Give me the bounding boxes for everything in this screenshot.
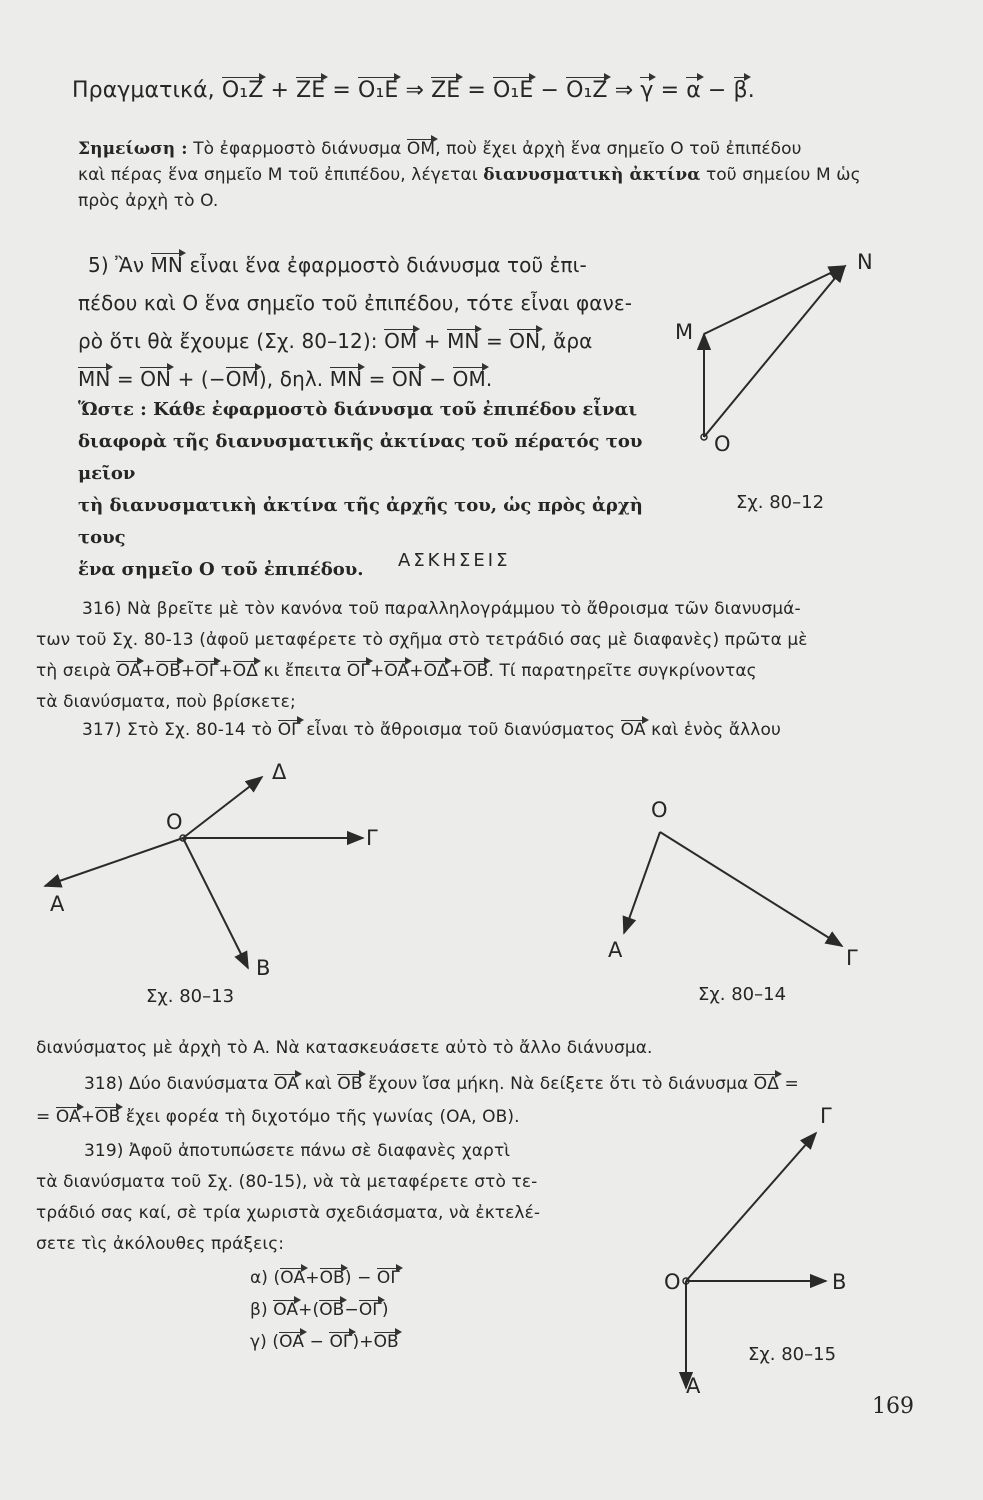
page-number: 169: [872, 1394, 914, 1419]
fig13-label-d: Δ: [272, 760, 287, 784]
fig12-vector-on: [704, 266, 845, 437]
exercise-319-items: α) (OA+OB) − OΓ β) OA+(OB−OΓ) γ) (OA − OΓ)+OB: [250, 1268, 400, 1352]
fig13-label-a: A: [50, 892, 65, 916]
fig14-vector-og: [660, 832, 842, 946]
fig15-label-g: Γ: [820, 1104, 832, 1128]
note-paragraph: Σημείωση : Τὸ ἐφαρμοστὸ διάνυσμα OM, ποὺ ἔχει ἀρχὴ ἕνα σημεῖο O τοῦ ἐπιπέδου καὶ πέρας ἕνα σημεῖο M τοῦ ἐπιπέδου, λέγεται διανυσματικὴ ἀκτίνα τοῦ σημείου M ὡς πρὸς ἀρχὴ τὸ O.: [78, 139, 861, 211]
fig13-vector-oa: [45, 838, 183, 886]
fig13-caption: Σχ. 80–13: [146, 986, 235, 1007]
fig15-caption: Σχ. 80–15: [748, 1344, 837, 1365]
fig14-label-g: Γ: [846, 946, 858, 970]
fig14-label-a: A: [608, 938, 623, 962]
fig13-vector-od: [183, 777, 262, 838]
fig12-vector-mn: [704, 266, 845, 334]
fig15-vector-og: [686, 1133, 816, 1281]
fig12-label-n: N: [857, 250, 873, 274]
fig12-caption: Σχ. 80–12: [736, 492, 825, 513]
item5-paragraph: 5) Ἂν MN εἶναι ἕνα ἐφαρμοστὸ διάνυσμα τοῦ ἐπι- πέδου καὶ O ἕνα σημεῖο τοῦ ἐπιπέδου, τότε εἶναι φανε- ρὸ ὅτι θὰ ἔχουμε (Σχ. 80–12): OM + MN = ON, ἄρα MN = ON + (−OM), δηλ. MN = ON − OM.: [78, 253, 633, 391]
exercise-317: 317) Στὸ Σχ. 80-14 τὸ OΓ εἶναι τὸ ἄθροισμα τοῦ διανύσματος OA καὶ ἑνὸς ἄλλου: [82, 720, 781, 740]
exercise-318: 318) Δύο διανύσματα OA καὶ OB ἔχουν ἴσα μήκη. Νὰ δείξετε ὅτι τὸ διάνυσμα OΔ = = OA+OB ἔχει φορέα τὴ διχοτόμο τῆς γωνίας (OA, OB).: [36, 1074, 799, 1127]
fig13-label-o: O: [166, 810, 183, 834]
fig12-label-m: M: [675, 320, 694, 344]
fig15-label-b: B: [832, 1270, 847, 1294]
exercise-319: 319) Ἀφοῦ ἀποτυπώσετε πάνω σὲ διαφανὲς χαρτὶ τὰ διανύσματα τοῦ Σχ. (80-15), νὰ τὰ μεταφέρετε στὸ τε- τράδιό σας καί, σὲ τρία χωριστὰ σχεδιάσματα, νὰ ἐκτελέ- σετε τὶς ἀκόλουθες πράξεις:: [36, 1141, 541, 1254]
fig15-label-o: O: [664, 1270, 681, 1294]
vector-o1z: O₁Z: [221, 78, 264, 103]
fig13-vector-ob: [183, 838, 248, 968]
conclusion-paragraph: Ὥστε : Κάθε ἐφαρμοστὸ διάνυσμα τοῦ ἐπιπέδου εἶναι διαφορὰ τῆς διανυσματικῆς ἀκτίνας τοῦ πέρατός του μεῖον τὴ διανυσματικὴ ἀκτίνα τῆς ἀρχῆς του, ὡς πρὸς ἀρχὴ τους ἕνα σημεῖο O τοῦ ἐπιπέδου.: [78, 399, 643, 580]
fig14-label-o: O: [651, 798, 668, 822]
exercise-317-continuation: διανύσματος μὲ ἀρχὴ τὸ A. Νὰ κατασκευάσετε αὐτὸ τὸ ἄλλο διάνυσμα.: [36, 1038, 653, 1058]
exercises-heading: ΑΣΚΗΣΕΙΣ: [398, 550, 511, 571]
fig14-caption: Σχ. 80–14: [698, 984, 787, 1005]
fig13-label-g: Γ: [366, 826, 378, 850]
fig15-label-a: A: [686, 1374, 701, 1398]
intro-equation: Πραγματικά, O₁Z + ZE = O₁E ⇒ ZE = O₁E − O₁Z ⇒ γ = α − β.: [72, 78, 755, 103]
exercise-316: 316) Νὰ βρεῖτε μὲ τὸν κανόνα τοῦ παραλληλογράμμου τὸ ἄθροισμα τῶν διανυσμά- των τοῦ Σχ. 80-13 (ἀφοῦ μεταφέρετε τὸ σχῆμα στὸ τετράδιό σας μὲ διαφανὲς) πρῶτα μὲ τὴ σειρὰ OA+OB+OΓ+OΔ κι ἔπειτα OΓ+OA+OΔ+OB. Τί παρατηρεῖτε συγκρίνοντας τὰ διανύσματα, ποὺ βρίσκετε;: [36, 599, 808, 712]
fig13-label-b: B: [256, 956, 271, 980]
fig14-vector-oa: [624, 832, 660, 933]
fig12-label-o: O: [714, 432, 731, 456]
